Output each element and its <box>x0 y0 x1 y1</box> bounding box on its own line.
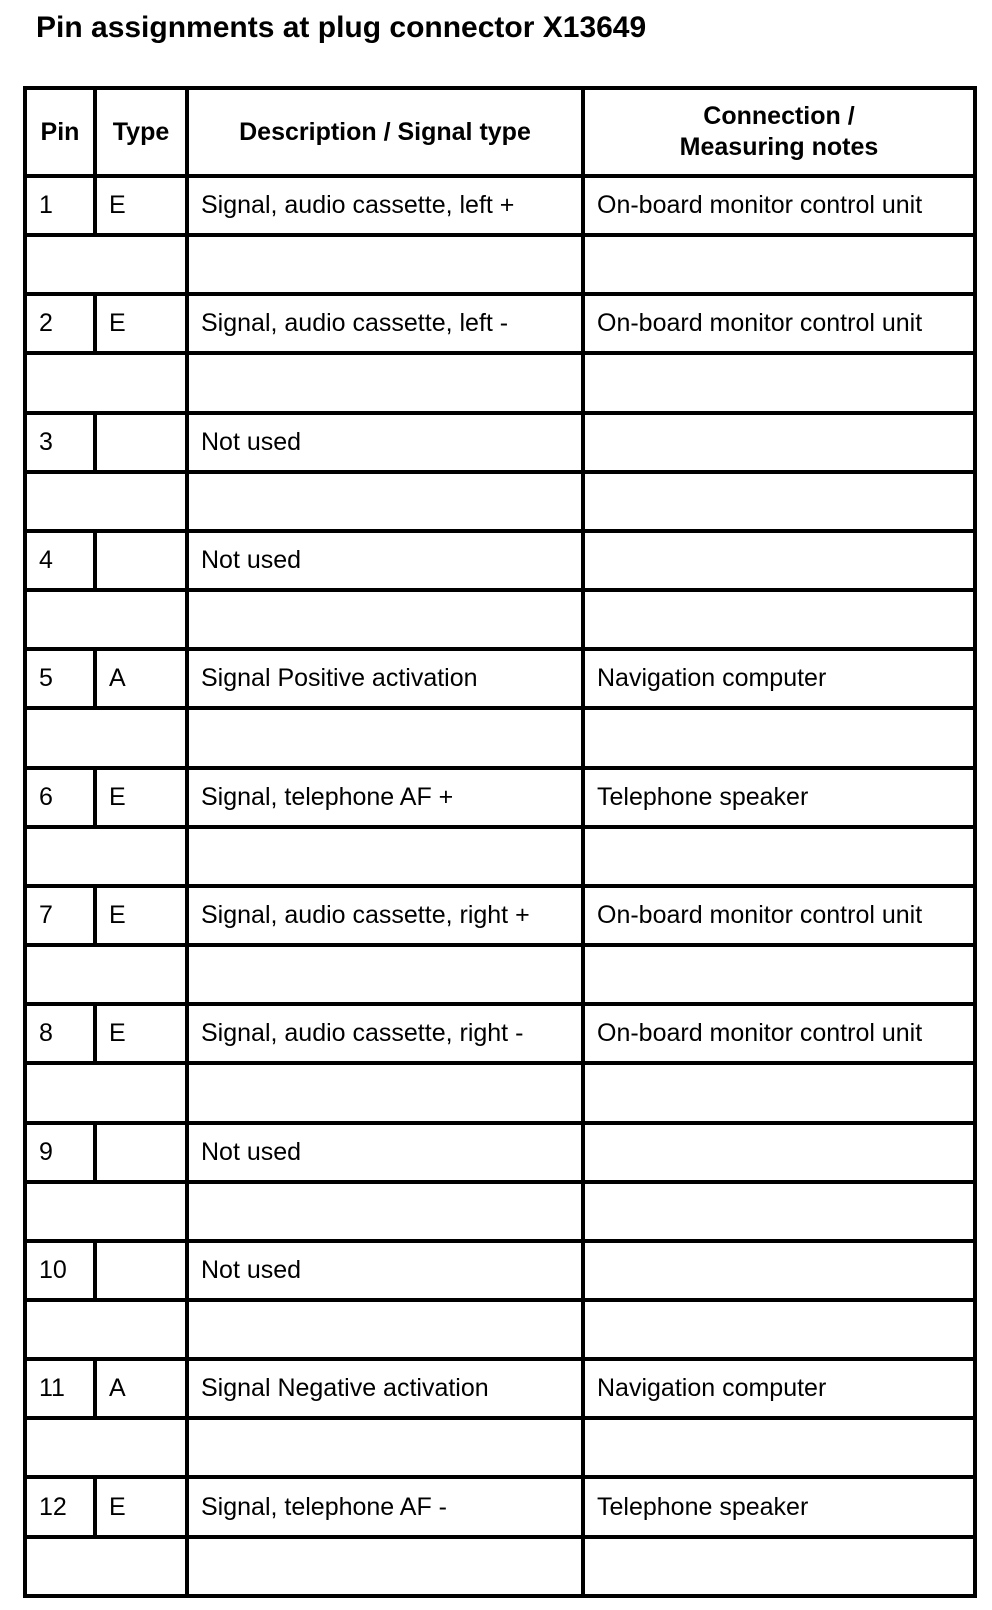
cell-description: Not used <box>187 1241 583 1300</box>
table-row <box>25 1241 975 1300</box>
table-row <box>25 1477 975 1536</box>
cell-type: E <box>95 1004 187 1063</box>
spacer-cell-description <box>187 708 583 767</box>
table-row <box>25 768 975 827</box>
table-row <box>25 1359 975 1418</box>
spacer-cell-description <box>187 1537 583 1596</box>
cell-connection: On-board monitor control unit <box>583 294 975 353</box>
cell-description: Signal, audio cassette, left + <box>187 176 583 235</box>
header-pin: Pin <box>25 88 95 176</box>
cell-pin: 7 <box>25 886 95 945</box>
spacer-cell-connection <box>583 353 975 412</box>
cell-description: Signal Negative activation <box>187 1359 583 1418</box>
spacer-cell-connection <box>583 1418 975 1477</box>
cell-connection: Navigation computer <box>583 649 975 708</box>
table-spacer-row <box>25 590 975 649</box>
table-row <box>25 1004 975 1063</box>
cell-type <box>95 1123 187 1182</box>
spacer-cell-connection <box>583 827 975 886</box>
table-spacer-row <box>25 472 975 531</box>
spacer-cell-connection <box>583 945 975 1004</box>
cell-connection <box>583 1123 975 1182</box>
table-spacer-row <box>25 1063 975 1122</box>
pin-assignment-table <box>23 86 977 1598</box>
table-row <box>25 294 975 353</box>
spacer-cell-description <box>187 945 583 1004</box>
table-spacer-row <box>25 708 975 767</box>
spacer-cell-connection <box>583 1537 975 1596</box>
spacer-cell-description <box>187 1182 583 1241</box>
table-row <box>25 1123 975 1182</box>
cell-description: Signal, telephone AF + <box>187 768 583 827</box>
table-header-row <box>25 88 975 176</box>
cell-pin: 5 <box>25 649 95 708</box>
cell-connection: On-board monitor control unit <box>583 176 975 235</box>
cell-pin: 8 <box>25 1004 95 1063</box>
spacer-cell-description <box>187 590 583 649</box>
spacer-cell-pin-type <box>25 1418 187 1477</box>
cell-connection <box>583 1241 975 1300</box>
spacer-cell-pin-type <box>25 1182 187 1241</box>
cell-description: Signal, audio cassette, right + <box>187 886 583 945</box>
cell-description: Signal, audio cassette, right - <box>187 1004 583 1063</box>
cell-connection: Navigation computer <box>583 1359 975 1418</box>
table-spacer-row <box>25 1300 975 1359</box>
table-spacer-row <box>25 353 975 412</box>
spacer-cell-pin-type <box>25 1300 187 1359</box>
table-row <box>25 531 975 590</box>
cell-description: Signal Positive activation <box>187 649 583 708</box>
spacer-cell-pin-type <box>25 472 187 531</box>
spacer-cell-connection <box>583 1182 975 1241</box>
spacer-cell-pin-type <box>25 945 187 1004</box>
cell-type <box>95 413 187 472</box>
spacer-cell-connection <box>583 590 975 649</box>
table-spacer-row <box>25 235 975 294</box>
spacer-cell-description <box>187 353 583 412</box>
cell-type: A <box>95 1359 187 1418</box>
spacer-cell-pin-type <box>25 827 187 886</box>
spacer-cell-connection <box>583 472 975 531</box>
cell-description: Signal, telephone AF - <box>187 1477 583 1536</box>
table-spacer-row <box>25 945 975 1004</box>
table-row <box>25 176 975 235</box>
spacer-cell-pin-type <box>25 708 187 767</box>
cell-type: E <box>95 176 187 235</box>
spacer-cell-description <box>187 1300 583 1359</box>
spacer-cell-connection <box>583 708 975 767</box>
table-row <box>25 413 975 472</box>
spacer-cell-description <box>187 1418 583 1477</box>
table-row <box>25 649 975 708</box>
spacer-cell-connection <box>583 235 975 294</box>
cell-connection: Telephone speaker <box>583 768 975 827</box>
spacer-cell-description <box>187 1063 583 1122</box>
cell-pin: 10 <box>25 1241 95 1300</box>
spacer-cell-connection <box>583 1063 975 1122</box>
cell-type: E <box>95 1477 187 1536</box>
cell-type: E <box>95 886 187 945</box>
cell-pin: 6 <box>25 768 95 827</box>
cell-type: E <box>95 768 187 827</box>
table-spacer-row <box>25 1537 975 1596</box>
spacer-cell-pin-type <box>25 353 187 412</box>
spacer-cell-description <box>187 472 583 531</box>
header-type: Type <box>95 88 187 176</box>
header-description: Description / Signal type <box>187 88 583 176</box>
cell-description: Not used <box>187 413 583 472</box>
cell-pin: 1 <box>25 176 95 235</box>
table-spacer-row <box>25 1182 975 1241</box>
cell-pin: 9 <box>25 1123 95 1182</box>
cell-connection: On-board monitor control unit <box>583 886 975 945</box>
cell-connection: On-board monitor control unit <box>583 1004 975 1063</box>
header-connection-line1: Connection / <box>703 102 855 130</box>
spacer-cell-pin-type <box>25 590 187 649</box>
cell-pin: 2 <box>25 294 95 353</box>
spacer-cell-connection <box>583 1300 975 1359</box>
spacer-cell-pin-type <box>25 235 187 294</box>
cell-type <box>95 531 187 590</box>
cell-pin: 4 <box>25 531 95 590</box>
cell-type: E <box>95 294 187 353</box>
spacer-cell-description <box>187 827 583 886</box>
cell-description: Not used <box>187 1123 583 1182</box>
spacer-cell-pin-type <box>25 1537 187 1596</box>
table-spacer-row <box>25 1418 975 1477</box>
cell-description: Signal, audio cassette, left - <box>187 294 583 353</box>
cell-connection <box>583 413 975 472</box>
cell-pin: 3 <box>25 413 95 472</box>
cell-pin: 11 <box>25 1359 95 1418</box>
table-row <box>25 886 975 945</box>
page-title: Pin assignments at plug connector X13649 <box>36 11 647 44</box>
header-connection-line2: Measuring notes <box>679 133 879 161</box>
cell-type: A <box>95 649 187 708</box>
cell-connection: Telephone speaker <box>583 1477 975 1536</box>
cell-connection <box>583 531 975 590</box>
table-spacer-row <box>25 827 975 886</box>
cell-description: Not used <box>187 531 583 590</box>
header-connection <box>583 88 975 176</box>
spacer-cell-description <box>187 235 583 294</box>
spacer-cell-pin-type <box>25 1063 187 1122</box>
cell-pin: 12 <box>25 1477 95 1536</box>
cell-type <box>95 1241 187 1300</box>
